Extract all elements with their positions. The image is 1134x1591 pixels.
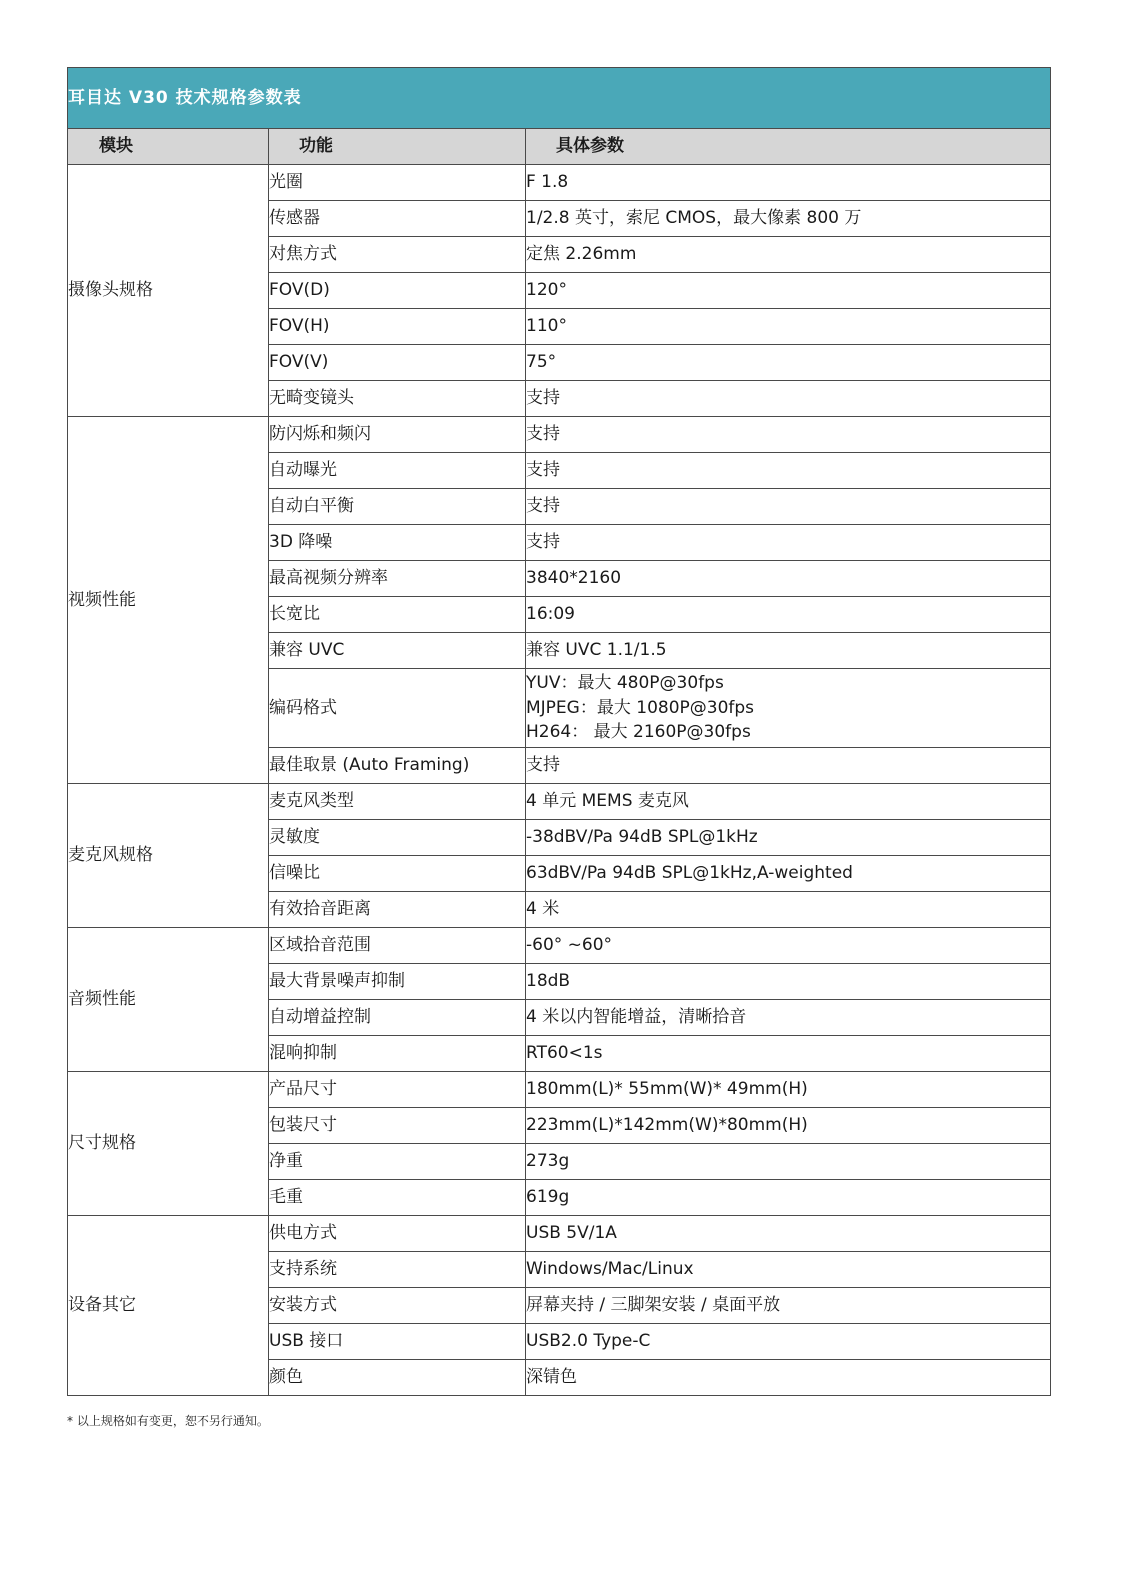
value-cell: [526, 201, 1051, 237]
feature-cell: USB 接口: [269, 1324, 526, 1360]
value-cell: [526, 525, 1051, 561]
value-cell: [526, 1324, 1051, 1360]
value-cell: [526, 1144, 1051, 1180]
feature-cell: 最高视频分辨率: [269, 561, 526, 597]
spec-table: [67, 67, 1051, 1396]
value-line: H264： 最大 2160P@30fps: [526, 722, 751, 743]
feature-cell: 灵敏度: [269, 820, 526, 856]
value-line: 定焦 2.26mm: [526, 244, 637, 265]
value-line: 支持: [526, 532, 560, 553]
value-line: 110°: [526, 316, 567, 337]
table-row: [68, 165, 1051, 201]
feature-cell: 最大背景噪声抑制: [269, 964, 526, 1000]
value-line: 4 单元 MEMS 麦克风: [526, 791, 689, 812]
value-line: F 1.8: [526, 172, 569, 193]
value-cell: [526, 1072, 1051, 1108]
value-line: 273g: [526, 1151, 570, 1172]
value-line: YUV：最大 480P@30fps: [526, 673, 724, 694]
module-cell: 麦克风规格: [68, 784, 269, 928]
feature-cell: FOV(H): [269, 309, 526, 345]
value-cell: [526, 417, 1051, 453]
feature-cell: 无畸变镜头: [269, 381, 526, 417]
feature-cell: 包装尺寸: [269, 1108, 526, 1144]
value-cell: [526, 1252, 1051, 1288]
feature-cell: 传感器: [269, 201, 526, 237]
feature-cell: FOV(D): [269, 273, 526, 309]
feature-cell: 颜色: [269, 1360, 526, 1396]
table-row: [68, 784, 1051, 820]
value-cell: [526, 453, 1051, 489]
value-line: 支持: [526, 460, 560, 481]
value-cell: [526, 345, 1051, 381]
value-cell: [526, 748, 1051, 784]
table-row: [68, 1072, 1051, 1108]
value-cell: [526, 273, 1051, 309]
module-cell: 设备其它: [68, 1216, 269, 1396]
value-cell: [526, 1108, 1051, 1144]
value-line: 支持: [526, 755, 560, 776]
feature-cell: 有效拾音距离: [269, 892, 526, 928]
value-cell: [526, 820, 1051, 856]
value-line: 支持: [526, 388, 560, 409]
value-cell: [526, 381, 1051, 417]
value-cell: [526, 1360, 1051, 1396]
feature-cell: 长宽比: [269, 597, 526, 633]
value-line: 屏幕夹持 / 三脚架安装 / 桌面平放: [526, 1295, 781, 1316]
value-cell: [526, 1288, 1051, 1324]
value-cell: [526, 892, 1051, 928]
feature-cell: 毛重: [269, 1180, 526, 1216]
value-cell: [526, 964, 1051, 1000]
value-line: USB2.0 Type-C: [526, 1331, 651, 1352]
feature-cell: 对焦方式: [269, 237, 526, 273]
value-line: 3840*2160: [526, 568, 622, 589]
footnote: * 以上规格如有变更，恕不另行通知。: [67, 1414, 269, 1428]
table-title: 耳目达 V30 技术规格参数表: [68, 68, 1051, 129]
value-line: 兼容 UVC 1.1/1.5: [526, 640, 667, 661]
value-line: Windows/Mac/Linux: [526, 1259, 694, 1280]
feature-cell: FOV(V): [269, 345, 526, 381]
feature-cell: 供电方式: [269, 1216, 526, 1252]
value-line: 18dB: [526, 971, 571, 992]
value-cell: [526, 1000, 1051, 1036]
table-row: [68, 417, 1051, 453]
feature-cell: 支持系统: [269, 1252, 526, 1288]
feature-cell: 最佳取景 (Auto Framing): [269, 748, 526, 784]
value-line: 16:09: [526, 604, 575, 625]
value-cell: [526, 1036, 1051, 1072]
feature-cell: 编码格式: [269, 669, 526, 748]
value-cell: [526, 633, 1051, 669]
value-line: 619g: [526, 1187, 570, 1208]
feature-cell: 产品尺寸: [269, 1072, 526, 1108]
value-line: 深锖色: [526, 1367, 577, 1388]
value-cell: [526, 597, 1051, 633]
feature-cell: 区域拾音范围: [269, 928, 526, 964]
feature-cell: 光圈: [269, 165, 526, 201]
value-line: 4 米: [526, 899, 560, 920]
value-line: 支持: [526, 424, 560, 445]
value-line: 63dBV/Pa 94dB SPL@1kHz,A-weighted: [526, 863, 853, 884]
value-line: 75°: [526, 352, 557, 373]
feature-cell: 信噪比: [269, 856, 526, 892]
feature-cell: 自动增益控制: [269, 1000, 526, 1036]
feature-cell: 自动曝光: [269, 453, 526, 489]
feature-cell: 兼容 UVC: [269, 633, 526, 669]
value-line: 120°: [526, 280, 567, 301]
value-line: 4 米以内智能增益，清晰拾音: [526, 1007, 747, 1028]
value-line: MJPEG：最大 1080P@30fps: [526, 697, 755, 718]
value-line: 223mm(L)*142mm(W)*80mm(H): [526, 1115, 808, 1136]
feature-cell: 3D 降噪: [269, 525, 526, 561]
value-cell: [526, 928, 1051, 964]
feature-cell: 净重: [269, 1144, 526, 1180]
header-feature: 功能: [269, 129, 526, 165]
module-cell: 摄像头规格: [68, 165, 269, 417]
value-line: 支持: [526, 496, 560, 517]
value-cell: [526, 237, 1051, 273]
value-cell: [526, 669, 1051, 748]
module-cell: 视频性能: [68, 417, 269, 784]
value-line: 1/2.8 英寸，索尼 CMOS，最大像素 800 万: [526, 208, 862, 229]
header-module: 模块: [68, 129, 269, 165]
value-cell: [526, 489, 1051, 525]
spec-sheet: [67, 67, 1050, 1396]
value-line: RT60<1s: [526, 1043, 603, 1064]
value-cell: [526, 856, 1051, 892]
value-cell: [526, 165, 1051, 201]
feature-cell: 防闪烁和频闪: [269, 417, 526, 453]
feature-cell: 自动白平衡: [269, 489, 526, 525]
value-cell: [526, 784, 1051, 820]
value-line: -60° ~60°: [526, 935, 613, 956]
table-row: [68, 1216, 1051, 1252]
feature-cell: 混响抑制: [269, 1036, 526, 1072]
table-row: [68, 928, 1051, 964]
module-cell: 尺寸规格: [68, 1072, 269, 1216]
value-line: USB 5V/1A: [526, 1223, 617, 1244]
header-row: [68, 129, 1051, 165]
title-row: [68, 68, 1051, 129]
feature-cell: 麦克风类型: [269, 784, 526, 820]
value-cell: [526, 1216, 1051, 1252]
module-cell: 音频性能: [68, 928, 269, 1072]
value-line: -38dBV/Pa 94dB SPL@1kHz: [526, 827, 758, 848]
feature-cell: 安装方式: [269, 1288, 526, 1324]
value-cell: [526, 309, 1051, 345]
value-cell: [526, 561, 1051, 597]
header-value: 具体参数: [526, 129, 1051, 165]
value-cell: [526, 1180, 1051, 1216]
value-line: 180mm(L)* 55mm(W)* 49mm(H): [526, 1079, 808, 1100]
